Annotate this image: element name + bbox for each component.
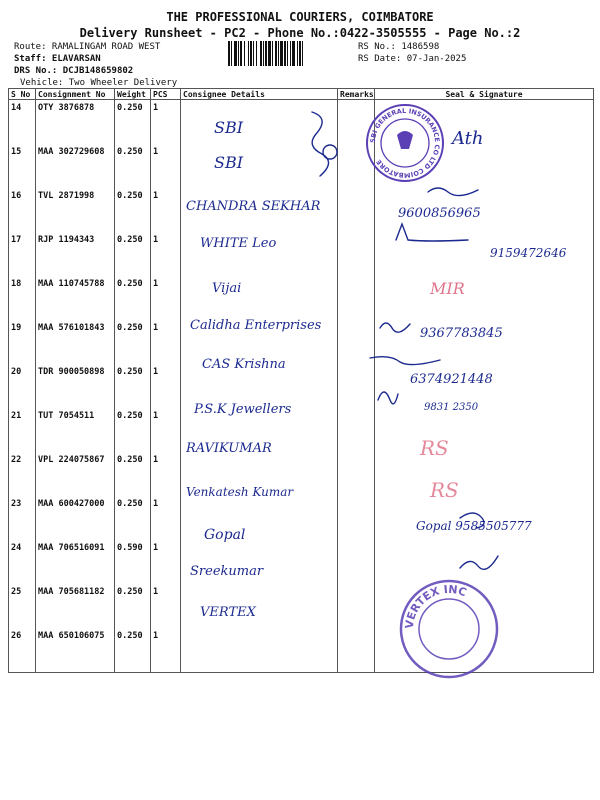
consignment-cell: RJP 1194343 (36, 232, 115, 276)
weight-cell: 0.250 (115, 144, 151, 188)
consignment-cell: MAA 302729608 (36, 144, 115, 188)
consignment-cell: OTY 3876878 (36, 100, 115, 145)
signature-stroke-21 (378, 392, 398, 404)
weight-cell: 0.250 (115, 188, 151, 232)
sno-cell: 16 (9, 188, 36, 232)
pcs-cell: 1 (151, 276, 181, 320)
consignment-cell: MAA 706516091 (36, 540, 115, 584)
pcs-cell: 1 (151, 540, 181, 584)
sno-cell: 14 (9, 100, 36, 145)
runsheet-subtitle: Delivery Runsheet - PC2 - Phone No.:0422-3505555 - Page No.:2 (79, 26, 521, 40)
route: Route: RAMALINGAM ROAD WEST (14, 42, 161, 52)
signature-scribbles (300, 100, 600, 660)
consignment-cell: MAA 576101843 (36, 320, 115, 364)
consignee-hand-17: WHITE Leo (200, 236, 277, 251)
consignee-hand-15: SBI (214, 153, 244, 172)
signature-hand-23: RS (430, 478, 459, 502)
pcs-cell: 1 (151, 452, 181, 496)
route-info (14, 41, 160, 65)
consignment-cell: MAA 600427000 (36, 496, 115, 540)
signature-stroke-19 (380, 323, 410, 332)
consignee-hand-26: VERTEX (200, 605, 256, 620)
consignment-cell: TVL 2871998 (36, 188, 115, 232)
signature-hand-16: 9600856965 (398, 206, 481, 221)
vertex-seal-text: VERTEX INC (402, 582, 469, 630)
sno-cell: 15 (9, 144, 36, 188)
pcs-cell: 1 (151, 320, 181, 364)
sno-cell: 24 (9, 540, 36, 584)
sno-cell: 19 (9, 320, 36, 364)
weight-cell: 0.250 (115, 276, 151, 320)
signature-stroke-25 (460, 556, 498, 569)
sno-cell: 23 (9, 496, 36, 540)
col-pcs: PCS (151, 89, 181, 100)
weight-cell: 0.250 (115, 584, 151, 628)
weight-cell: 0.250 (115, 408, 151, 452)
signature-stroke-17 (396, 224, 468, 241)
weight-cell: 0.250 (115, 100, 151, 145)
seal-emblem (397, 131, 413, 149)
sno-cell: 18 (9, 276, 36, 320)
circle-scribble (323, 145, 337, 159)
signature-hand-24: Gopal 9585505777 (416, 519, 532, 533)
col-weight: Weight (115, 89, 151, 100)
signature-hand-19: 9367783845 (420, 326, 503, 341)
brace-scribble (312, 112, 329, 176)
consignee-hand-22: RAVIKUMAR (186, 441, 272, 456)
consignee-hand-16: CHANDRA SEKHAR (186, 199, 321, 214)
col-seal-signature: Seal & Signature (375, 89, 594, 100)
signature-stroke-24 (460, 513, 484, 528)
barcode (228, 41, 354, 66)
signature-hand-17: 9159472646 (490, 246, 567, 260)
sno-cell: 21 (9, 408, 36, 452)
weight-cell: 0.250 (115, 496, 151, 540)
sno-cell: 25 (9, 584, 36, 628)
insurance-seal (364, 102, 446, 184)
weight-cell: 0.250 (115, 320, 151, 364)
weight-cell: 0.250 (115, 452, 151, 496)
pcs-cell: 1 (151, 188, 181, 232)
rs-number: RS No.: 1486598 (358, 42, 440, 52)
consignment-cell: MAA 110745788 (36, 276, 115, 320)
vertex-seal (398, 578, 500, 680)
signature-hand-21: 9831 2350 (424, 402, 479, 413)
pcs-cell: 1 (151, 232, 181, 276)
pcs-cell: 1 (151, 364, 181, 408)
weight-cell: 0.250 (115, 232, 151, 276)
pcs-cell: 1 (151, 496, 181, 540)
consignee-hand-18: Vijai (212, 281, 242, 296)
col-sno: S No (9, 89, 36, 100)
staff: Staff: ELAVARSAN (14, 54, 101, 64)
signature-hand-18: MIR (430, 279, 465, 298)
vertex-inner-ring (419, 599, 479, 659)
sno-cell: 17 (9, 232, 36, 276)
signature-hand-14: Ath (452, 128, 484, 149)
col-consignment: Consignment No (36, 89, 115, 100)
weight-cell: 0.250 (115, 628, 151, 673)
pcs-cell: 1 (151, 100, 181, 145)
consignee-hand-23: Venkatesh Kumar (186, 485, 294, 499)
drs-number: DRS No.: DCJB148659802 (14, 66, 134, 76)
pcs-cell: 1 (151, 584, 181, 628)
signature-hand-22: RS (420, 436, 449, 460)
consignment-cell: TDR 900050898 (36, 364, 115, 408)
consignment-cell: TUT 7054511 (36, 408, 115, 452)
pcs-cell: 1 (151, 408, 181, 452)
sno-cell: 22 (9, 452, 36, 496)
seal-text: SBI GENERAL INSURANCE CO LTD COIMBATORE (368, 106, 442, 180)
consignee-hand-24: Gopal (204, 527, 246, 543)
consignee-hand-19: Calidha Enterprises (190, 318, 322, 333)
drs-info (14, 65, 177, 89)
pcs-cell: 1 (151, 628, 181, 673)
consignment-cell: VPL 224075867 (36, 452, 115, 496)
consignee-hand-25: Sreekumar (190, 564, 264, 579)
weight-cell: 0.590 (115, 540, 151, 584)
table-header (9, 89, 594, 100)
signature-stroke-16 (428, 188, 478, 196)
col-consignee: Consignee Details (181, 89, 338, 100)
consignee-hand-21: P.S.K Jewellers (194, 402, 292, 417)
company-title: THE PROFESSIONAL COURIERS, COIMBATORE (166, 10, 434, 24)
weight-cell: 0.250 (115, 364, 151, 408)
consignment-cell: MAA 705681182 (36, 584, 115, 628)
sno-cell: 26 (9, 628, 36, 673)
rs-info (358, 41, 466, 65)
consignment-cell: MAA 650106075 (36, 628, 115, 673)
signature-hand-20: 6374921448 (410, 372, 493, 387)
rs-date: RS Date: 07-Jan-2025 (358, 54, 467, 64)
consignee-hand-20: CAS Krishna (202, 357, 286, 372)
svg-text:VERTEX INC (403, 583, 468, 630)
signature-stroke-20 (370, 357, 440, 365)
pcs-cell: 1 (151, 144, 181, 188)
col-remarks: Remarks (338, 89, 375, 100)
barcode-bar (303, 41, 306, 66)
sno-cell: 20 (9, 364, 36, 408)
consignee-hand-14: SBI (214, 118, 244, 137)
vehicle: Vehicle: Two Wheeler Delivery (20, 78, 178, 88)
